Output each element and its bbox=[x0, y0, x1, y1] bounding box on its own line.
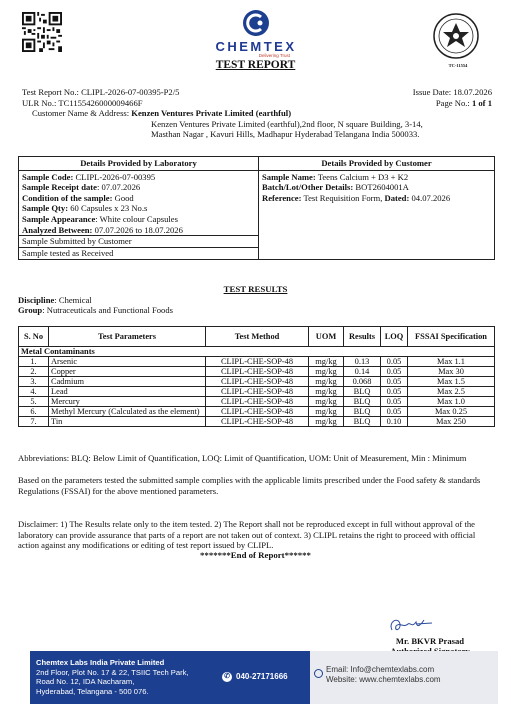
table-row bbox=[19, 397, 495, 407]
customer-details-cell: Sample Name: Teens Calcium + D3 + K2 Batch/Lot/Other Details: BOT2604001A Reference: Test Requisition Form, Dated: 04.07.2026 bbox=[259, 170, 495, 260]
table-cell: CLIPL-CHE-SOP-48 bbox=[206, 357, 309, 367]
table-cell: 5. bbox=[19, 397, 49, 407]
ulr-number: ULR No.: TC1155426000009466F bbox=[22, 97, 143, 108]
chemtex-c-logo-icon bbox=[241, 8, 271, 38]
table-cell: 0.14 bbox=[344, 367, 381, 377]
signature-image bbox=[386, 614, 436, 636]
table-cell: mg/kg bbox=[309, 397, 344, 407]
table-cell: 0.05 bbox=[381, 357, 408, 367]
table-cell: mg/kg bbox=[309, 357, 344, 367]
table-cell: Methyl Mercury (Calculated as the element) bbox=[49, 407, 206, 417]
table-row bbox=[19, 367, 495, 377]
table-cell: CLIPL-CHE-SOP-48 bbox=[206, 387, 309, 397]
brand-name: CHEMTEX bbox=[215, 39, 297, 54]
table-row bbox=[19, 407, 495, 417]
table-cell: 0.05 bbox=[381, 407, 408, 417]
customer-address: Kenzen Ventures Private Limited (earthful),2nd floor, N square Building, 3-14, Masthan Nagar , Kavuri Hills, Madhapur Hyderabad Telangana India 500033. bbox=[151, 118, 423, 139]
lab-details-header: Details Provided by Laboratory bbox=[19, 157, 259, 171]
details-table bbox=[18, 156, 495, 260]
table-cell: BLQ bbox=[344, 407, 381, 417]
table-cell: 3. bbox=[19, 377, 49, 387]
lab-details-cell: Sample Code: CLIPL-2026-07-00395 Sample Receipt date: 07.07.2026 Condition of the sample: Good Sample Qty: 60 Capsules x 23 No.s Sample Appearance: White colour Capsules Analyzed Between: 07.07.2026 to 18.07.2026 Sample Submitted by Customer Sample tested as Received bbox=[19, 170, 259, 260]
accreditation-seal-icon bbox=[432, 12, 480, 60]
footer-phone[interactable]: ✆ 040-27171666 bbox=[222, 672, 288, 682]
tc-code: TC-11554 bbox=[448, 63, 468, 68]
table-cell: 1. bbox=[19, 357, 49, 367]
table-cell: 0.05 bbox=[381, 377, 408, 387]
results-header-row: S. No Test Parameters Test Method UOM Results LOQ FSSAI Specification bbox=[19, 327, 495, 347]
table-cell: Max 1.0 bbox=[408, 397, 495, 407]
footer-left bbox=[30, 651, 310, 704]
table-cell: 0.05 bbox=[381, 387, 408, 397]
company-logo bbox=[196, 8, 316, 58]
footer-contact bbox=[326, 665, 441, 685]
table-cell: 0.13 bbox=[344, 357, 381, 367]
section-metal-contaminants: Metal Contaminants bbox=[19, 347, 495, 357]
table-cell: 4. bbox=[19, 387, 49, 397]
table-cell: Mercury bbox=[49, 397, 206, 407]
signatory-name: Mr. BKVR Prasad bbox=[395, 636, 465, 646]
page-title: TEST REPORT bbox=[215, 59, 296, 71]
table-cell: 0.068 bbox=[344, 377, 381, 387]
end-of-report: *******End of Report****** bbox=[200, 550, 311, 560]
table-cell: Copper bbox=[49, 367, 206, 377]
table-cell: BLQ bbox=[344, 417, 381, 427]
table-cell: CLIPL-CHE-SOP-48 bbox=[206, 367, 309, 377]
table-cell: Arsenic bbox=[49, 357, 206, 367]
table-cell: Max 2.5 bbox=[408, 387, 495, 397]
table-cell: 7. bbox=[19, 417, 49, 427]
disclaimer: Disclaimer: 1) The Results relate only to the item tested. 2) The Report shall not be reproduced except in full without approval of the laboratory can provide assurance that parts of a report are not taken out of context. 3) CLIPL retains the right to proceed with official action against any modifications or editing of test report issued by CLIPL. bbox=[18, 519, 476, 550]
table-cell: CLIPL-CHE-SOP-48 bbox=[206, 397, 309, 407]
qr-code bbox=[22, 12, 62, 52]
table-cell: 2. bbox=[19, 367, 49, 377]
brand-tagline: Delivering Trust bbox=[258, 53, 290, 58]
customer-name: Kenzen Ventures Private Limited (earthful) bbox=[131, 108, 292, 118]
footer-address: Chemtex Labs India Private Limited 2nd Floor, Plot No. 17 & 22, TSIIC Tech Park, Road No. 12, IDA Nacharam, Hyderabad, Telangana - 500 076. bbox=[36, 658, 189, 696]
table-cell: mg/kg bbox=[309, 367, 344, 377]
email-icon bbox=[314, 669, 323, 678]
table-cell: Max 1.5 bbox=[408, 377, 495, 387]
compliance-statement: Based on the parameters tested the submitted sample complies with the applicable limits prescribed under the Food safety & standards Regulations (FSSAI) for the above mentioned parameters. bbox=[18, 475, 481, 496]
table-cell: CLIPL-CHE-SOP-48 bbox=[206, 407, 309, 417]
report-header bbox=[22, 87, 492, 140]
table-cell: Cadmium bbox=[49, 377, 206, 387]
table-cell: BLQ bbox=[344, 387, 381, 397]
issue-date: Issue Date: 18.07.2026 bbox=[412, 87, 492, 97]
table-cell: CLIPL-CHE-SOP-48 bbox=[206, 417, 309, 427]
table-cell: mg/kg bbox=[309, 417, 344, 427]
table-cell: 0.05 bbox=[381, 367, 408, 377]
table-cell: Max 250 bbox=[408, 417, 495, 427]
test-results-title: TEST RESULTS bbox=[223, 284, 288, 294]
footer-email[interactable]: Email: Info@chemtexlabs.com bbox=[326, 665, 435, 674]
page-number: Page No.: 1 of 1 bbox=[435, 97, 492, 108]
customer-name-row: Customer Name & Address: Kenzen Ventures Private Limited (earthful) bbox=[32, 108, 292, 118]
table-cell: Max 30 bbox=[408, 367, 495, 377]
table-cell: Tin bbox=[49, 417, 206, 427]
footer-website[interactable]: Website: www.chemtexlabs.com bbox=[326, 675, 441, 684]
table-cell: 0.05 bbox=[381, 397, 408, 407]
table-cell: Max 1.1 bbox=[408, 357, 495, 367]
report-number: Test Report No.: CLIPL-2026-07-00395-P2/5 bbox=[22, 87, 180, 97]
table-cell: mg/kg bbox=[309, 377, 344, 387]
table-row bbox=[19, 417, 495, 427]
table-row bbox=[19, 387, 495, 397]
discipline-group: Discipline: Chemical Group: Nutraceuticals and Functional Foods bbox=[18, 295, 173, 315]
table-cell: Max 0.25 bbox=[408, 407, 495, 417]
table-cell: Lead bbox=[49, 387, 206, 397]
abbreviations: Abbreviations: BLQ: Below Limit of Quantification, LOQ: Limit of Quantification, UOM: Unit of Measurement, Min : Minimum bbox=[18, 453, 467, 463]
phone-icon: ✆ bbox=[222, 672, 232, 682]
table-row bbox=[19, 377, 495, 387]
table-cell: BLQ bbox=[344, 397, 381, 407]
table-cell: 6. bbox=[19, 407, 49, 417]
table-row bbox=[19, 357, 495, 367]
table-cell: CLIPL-CHE-SOP-48 bbox=[206, 377, 309, 387]
table-cell: 0.10 bbox=[381, 417, 408, 427]
results-table bbox=[18, 326, 495, 427]
footer-banner bbox=[30, 651, 498, 704]
customer-details-header: Details Provided by Customer bbox=[259, 157, 495, 171]
footer-right bbox=[310, 651, 498, 704]
table-cell: mg/kg bbox=[309, 407, 344, 417]
table-cell: mg/kg bbox=[309, 387, 344, 397]
